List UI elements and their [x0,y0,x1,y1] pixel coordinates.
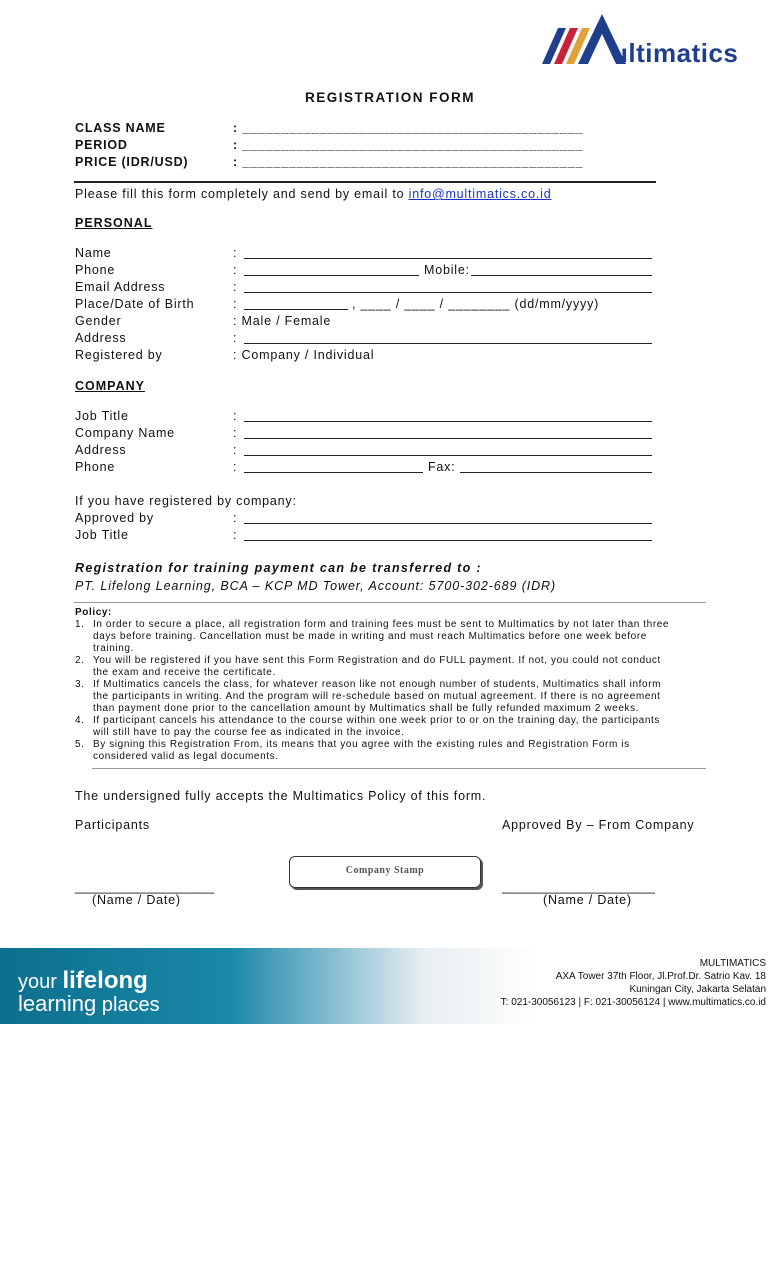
footer-phone-web: T: 021-30056123 | F: 021-30056124 | www.multimatics.co.id [500,997,766,1008]
policy-item-line: You will be registered if you have sent this Form Registration and do FULL payment. If not, you could not conduct [93,655,661,666]
period-label: PERIOD [75,138,128,152]
company-address-field[interactable] [244,455,652,456]
policy-item-line: than payment done prior to the cancellation amount by Multimatics shall be fully refunded maximum 2 weeks. [93,703,640,714]
job-title-field[interactable] [244,421,652,422]
colon: : [233,528,238,542]
if-registered-text: If you have registered by company: [75,494,297,508]
period-field[interactable]: : ____________________________________________ [233,138,584,152]
policy-item-line: If Multimatics cancels the class, for whatever reason like not enough number of students, Multimatics shall inform [93,679,662,690]
company-stamp-box [289,856,481,888]
footer-company: MULTIMATICS [699,958,766,969]
phone-label: Phone [75,263,116,277]
footer-address-2: Kuningan City, Jakarta Selatan [629,984,766,995]
approver-name-date: (Name / Date) [543,893,632,907]
policy-item [75,655,707,679]
header-divider [74,181,656,183]
gender-options[interactable]: : Male / Female [233,314,332,328]
colon: : [233,511,238,525]
colon: : [233,443,238,457]
footer-contact [501,957,766,1009]
instruction-text [75,187,551,201]
colon: : [233,263,238,277]
payment-heading: Registration for training payment can be transferred to : [75,561,482,575]
tagline-lifelong: lifelong [62,967,148,994]
company-heading: COMPANY [75,379,145,393]
fax-field[interactable] [460,472,652,473]
tagline-places: places [96,994,160,1016]
personal-heading: PERSONAL [75,216,153,230]
class-name-label: CLASS NAME [75,121,166,135]
company-phone-field[interactable] [244,472,423,473]
company-stamp-label: Company Stamp [345,865,425,876]
colon: : [233,409,238,423]
address-label: Address [75,331,127,345]
policy-item [75,679,707,715]
registered-by-label: Registered by [75,348,163,362]
logo [540,10,755,68]
policy-item-number: 2. [75,655,85,666]
payment-account: PT. Lifelong Learning, BCA – KCP MD Tower, Account: 5700-302-689 (IDR) [75,579,557,593]
approver-job-title-field[interactable] [244,540,652,541]
policy-item-number: 5. [75,739,85,750]
place-dob-label: Place/Date of Birth [75,297,195,311]
company-phone-label: Phone [75,460,116,474]
mobile-label: Mobile: [424,263,470,277]
footer-address-1: AXA Tower 37th Floor, Jl.Prof.Dr. Satrio Kav. 18 [555,971,766,982]
participants-label: Participants [75,818,150,832]
policy-item-line: the exam and receive the certificate. [93,667,276,678]
policy-divider-bottom [92,768,706,769]
approved-by-label: Approved by [75,511,154,525]
participant-name-date: (Name / Date) [92,893,181,907]
policy-item-line: training. [93,643,134,654]
dob-field[interactable]: , ____ / ____ / ________ (dd/mm/yyyy) [352,297,600,311]
footer-tagline [18,967,160,1016]
policy-item-number: 1. [75,619,85,630]
colon: : [233,460,238,474]
tagline-your: your [18,971,63,993]
company-name-field[interactable] [244,438,652,439]
price-label: PRICE (IDR/USD) [75,155,189,169]
tagline-learning: learning [18,991,97,1016]
policy-item-line: If participant cancels his attendance to the course within one week prior to or on the training day, the participants [93,715,660,726]
policy-item-line: days before training. Cancellation must be made in writing and must reach Multimatics before one week before [93,631,647,642]
company-address-label: Address [75,443,127,457]
name-field[interactable] [244,258,652,259]
colon: : [233,331,238,345]
policy-item-number: 3. [75,679,85,690]
address-field[interactable] [244,343,652,344]
policy-item-line: will still have to pay the course fee as indicated in the invoice. [93,727,405,738]
fax-label: Fax: [428,460,456,474]
company-name-label: Company Name [75,426,175,440]
registered-by-options[interactable]: : Company / Individual [233,348,375,362]
policy-list [75,619,707,763]
email-address-label: Email Address [75,280,166,294]
approver-job-title-label: Job Title [75,528,129,542]
price-field[interactable]: : ____________________________________________ [233,155,584,169]
policy-item-line: the participants in writing. And the program will re-schedule based on mutual agreement. If there is no agreement [93,691,661,702]
policy-item [75,715,707,739]
gender-label: Gender [75,314,122,328]
logo-text: ultimatics [612,38,739,68]
email-link[interactable]: info@multimatics.co.id [408,187,552,201]
job-title-label: Job Title [75,409,129,423]
email-address-field[interactable] [244,292,652,293]
policy-item-line: By signing this Registration From, its means that you agree with the existing rules and Registration Form is [93,739,630,750]
policy-item [75,619,707,655]
colon: : [233,280,238,294]
acceptance-statement: The undersigned fully accepts the Multimatics Policy of this form. [75,789,487,803]
policy-divider-top [74,602,706,603]
phone-field[interactable] [244,275,419,276]
policy-item-number: 4. [75,715,85,726]
colon: : [233,426,238,440]
policy-heading: Policy: [75,607,112,618]
instruction-prefix: Please fill this form completely and send by email to [75,187,409,201]
class-name-field[interactable]: : ____________________________________________ [233,121,584,135]
colon: : [233,246,238,260]
colon: : [233,297,238,311]
mobile-field[interactable] [471,275,652,276]
name-label: Name [75,246,112,260]
form-title: REGISTRATION FORM [305,90,475,105]
policy-item-line: In order to secure a place, all registration form and training fees must be sent to Multimatics by not later than three [93,619,670,630]
approver-signature-line[interactable]: ______________________ [502,880,655,894]
participant-signature-line[interactable]: ____________________ [75,880,215,894]
policy-item [75,739,707,763]
approved-by-company-label: Approved By – From Company [502,818,695,832]
place-of-birth-field[interactable] [244,309,348,310]
policy-item-line: considered valid as legal documents. [93,751,279,762]
approved-by-field[interactable] [244,523,652,524]
